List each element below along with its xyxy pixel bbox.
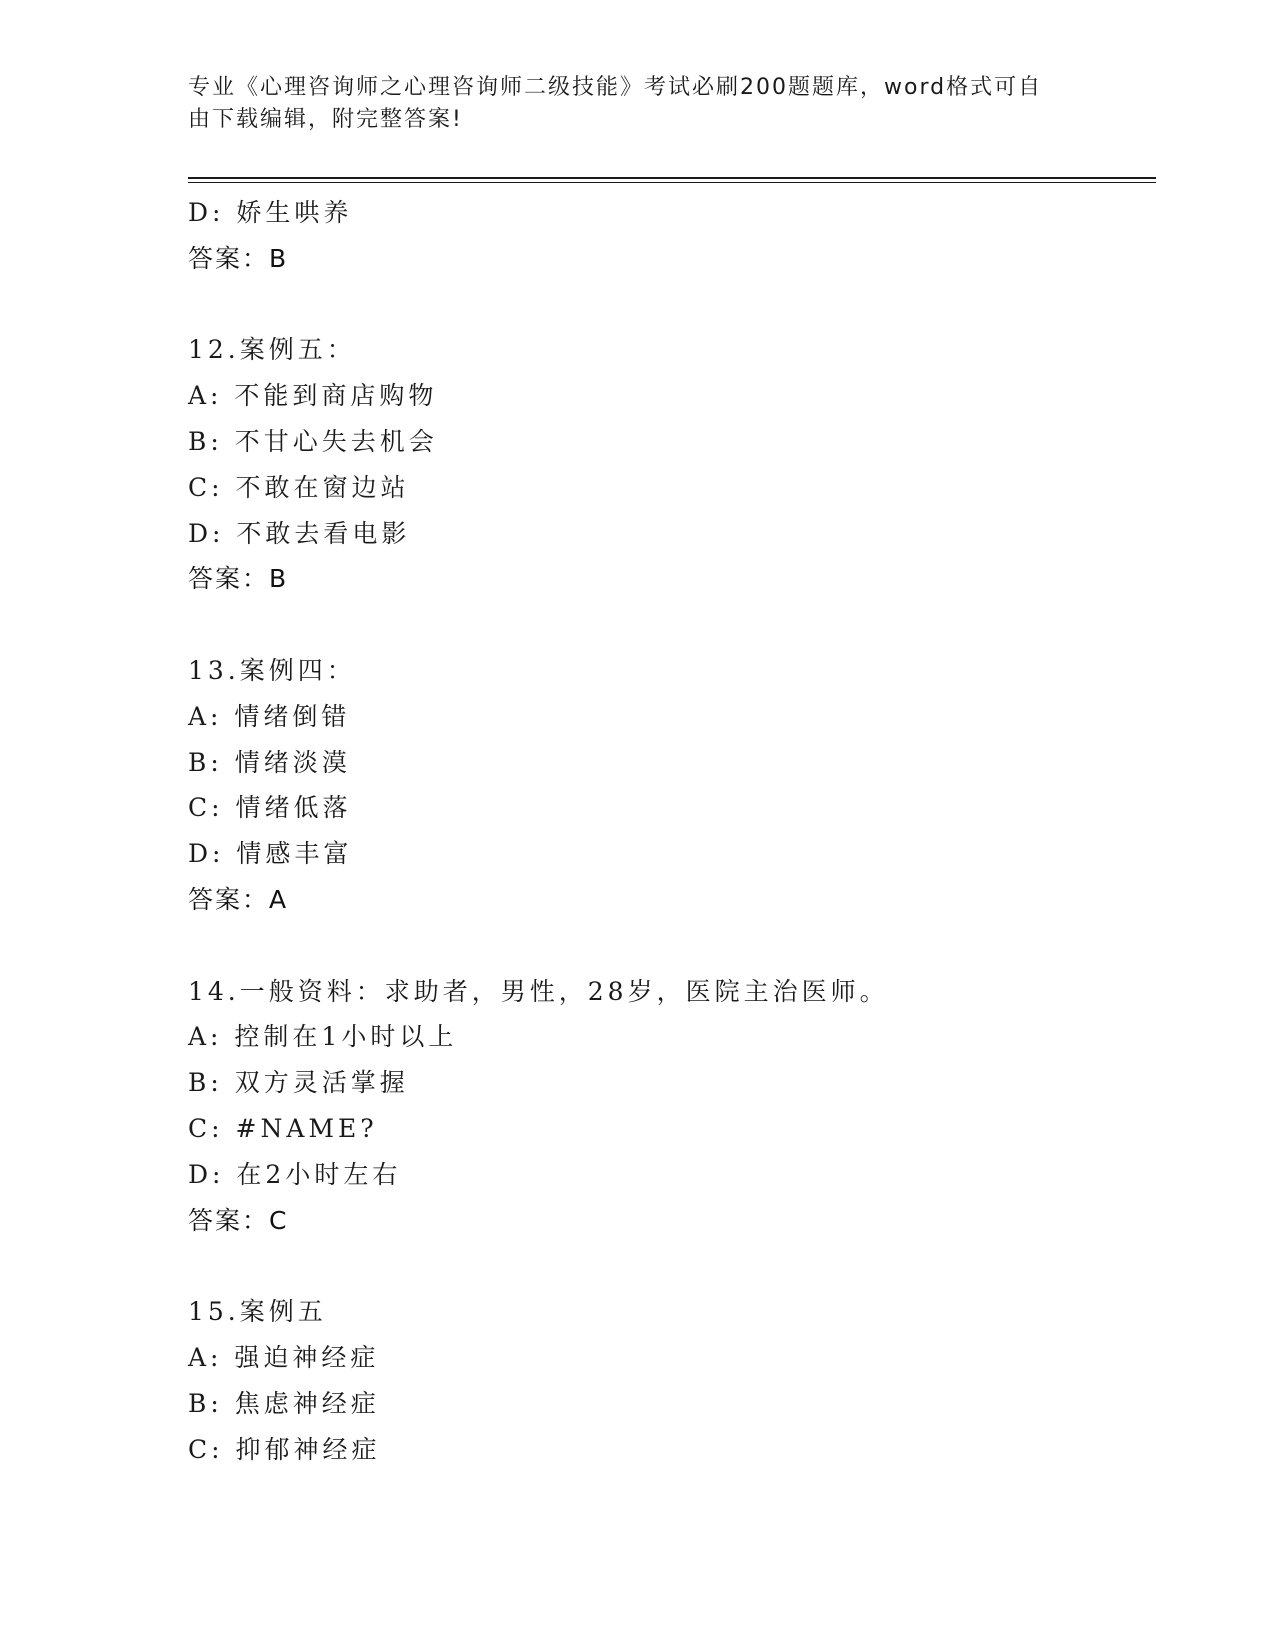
option-c: C: 情绪低落	[188, 793, 352, 823]
answer-value: A	[269, 884, 289, 914]
answer-label: 答案：	[188, 243, 270, 273]
answer-value: B	[269, 564, 289, 594]
option-c: C: 不敢在窗边站	[188, 472, 410, 502]
answer-line	[188, 236, 1148, 282]
question-text: 案例四：	[239, 655, 356, 685]
option-a: A: 强迫神经症	[188, 1342, 380, 1372]
option-b: B: 焦虑神经症	[188, 1388, 380, 1418]
answer-line	[188, 556, 1148, 602]
option-b: B: 情绪淡漠	[188, 747, 351, 777]
option-d: D: 不敢去看电影	[188, 518, 411, 548]
option-c: C: #NAME?	[188, 1113, 378, 1143]
question-13	[188, 648, 1148, 969]
header-divider-thick	[188, 177, 1156, 179]
question-text: 案例五	[239, 1297, 327, 1327]
question-list	[188, 190, 1148, 1472]
question-15	[188, 1289, 1148, 1472]
answer-value: C	[269, 1205, 289, 1235]
option-d: D: 情感丰富	[188, 839, 353, 869]
option-a: A: 不能到商店购物	[188, 381, 438, 411]
option-d: D: 在2小时左右	[188, 1159, 402, 1189]
option-a: A: 情绪倒错	[188, 701, 351, 731]
question-stem	[188, 1289, 1148, 1335]
option-c: C: 抑郁神经症	[188, 1434, 381, 1464]
header-line-2: 由下载编辑，附完整答案!	[188, 107, 463, 132]
question-14	[188, 969, 1148, 1290]
question-text: 案例五：	[239, 335, 356, 365]
document-header	[188, 72, 1088, 136]
question-number: 14.	[188, 976, 240, 1006]
question-number: 15.	[188, 1297, 240, 1327]
answer-line	[188, 877, 1148, 923]
answer-label: 答案：	[188, 564, 270, 594]
header-line-1: 专业《心理咨询师之心理咨询师二级技能》考试必刷200题题库，word格式可自	[188, 75, 1043, 100]
option-a: A: 控制在1小时以上	[188, 1022, 458, 1052]
question-text: 一般资料：求助者，男性，28岁，医院主治医师。	[239, 976, 889, 1006]
answer-line	[188, 1198, 1148, 1244]
option-d: D: 娇生哄养	[188, 198, 353, 227]
question-stem	[188, 327, 1148, 373]
answer-label: 答案：	[188, 884, 270, 914]
header-divider-thin	[188, 182, 1156, 183]
option-b: B: 双方灵活掌握	[188, 1068, 409, 1098]
answer-value: B	[269, 243, 289, 273]
answer-label: 答案：	[188, 1205, 270, 1235]
question-stem	[188, 648, 1148, 694]
question-number: 13.	[188, 655, 240, 685]
option-b: B: 不甘心失去机会	[188, 426, 438, 456]
question-12	[188, 327, 1148, 648]
question-stem	[188, 969, 1148, 1015]
question-number: 12.	[188, 335, 240, 365]
question-11-partial	[188, 190, 1148, 327]
